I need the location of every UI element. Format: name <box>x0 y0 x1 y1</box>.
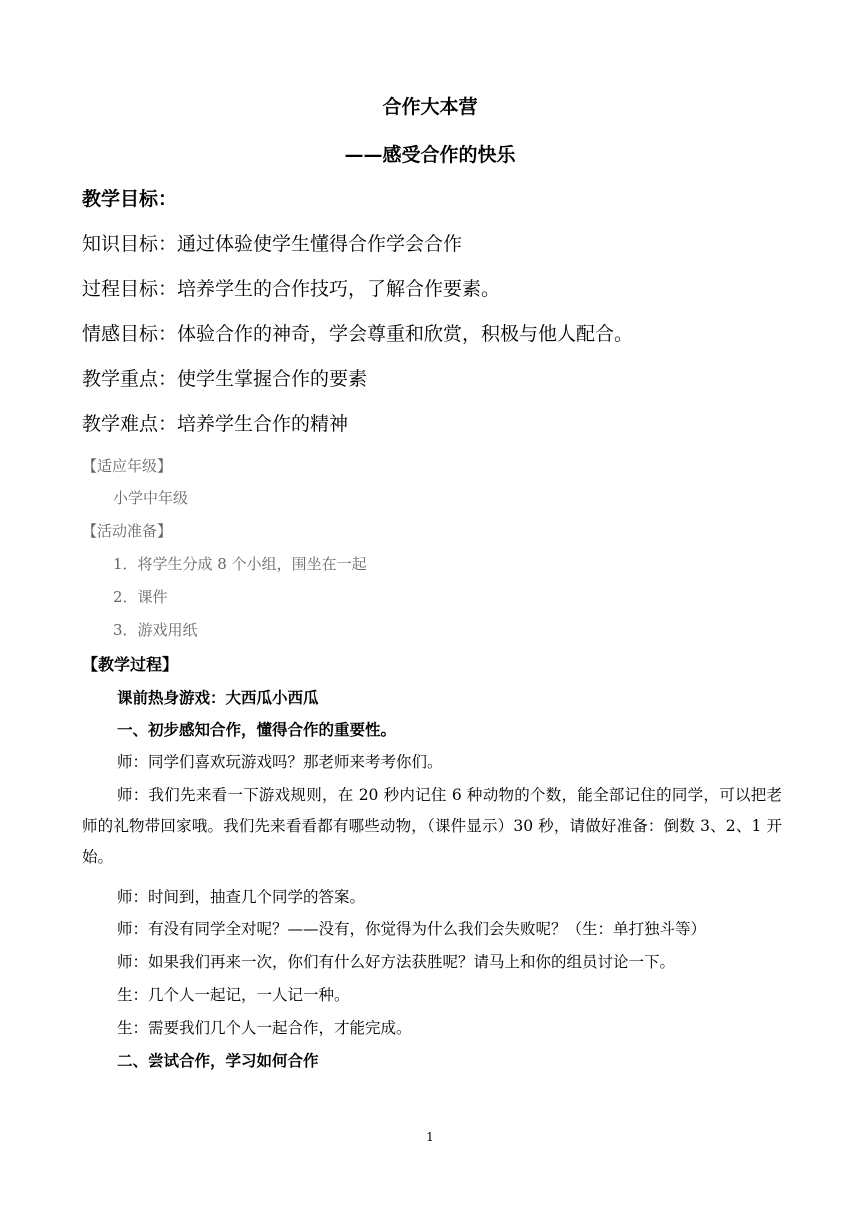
rules-paragraph: 师：我们先来看一下游戏规则，在 20 秒内记住 6 种动物的个数，能全部记住的同学，可以把老师的礼物带回家哦。我们先来看看都有哪些动物，（课件显示）30 秒，请做好准备：倒数 3、2、1 开始。 <box>82 786 782 866</box>
page-number: 1 <box>426 1130 434 1144</box>
goal-process: 过程目标：培养学生的合作技巧，了解合作要素。 <box>82 278 501 300</box>
goals-heading: 教学目标： <box>82 188 178 210</box>
warmup-game: 课前热身游戏：大西瓜小西瓜 <box>117 688 319 707</box>
grade-heading: 【适应年级】 <box>82 457 173 475</box>
dialogue-line: 生：几个人一起记，一人记一种。 <box>117 986 350 1004</box>
goal-knowledge: 知识目标：通过体验使学生懂得合作学会合作 <box>82 233 463 255</box>
section-heading: 一、初步感知合作，懂得合作的重要性。 <box>117 720 397 739</box>
teaching-key-point: 教学重点：使学生掌握合作的要素 <box>82 368 368 390</box>
document-title: 合作大本营 <box>382 96 478 118</box>
document-subtitle: ——感受合作的快乐 <box>344 144 516 166</box>
prep-item: 3．游戏用纸 <box>113 621 198 639</box>
dialogue-line: 师：如果我们再来一次，你们有什么好方法获胜呢？请马上和你的组员讨论一下。 <box>117 953 676 971</box>
prep-item: 2．课件 <box>113 588 168 606</box>
process-heading: 【教学过程】 <box>82 655 179 674</box>
dialogue-line: 生：需要我们几个人一起合作，才能完成。 <box>117 1019 412 1037</box>
prep-heading: 【活动准备】 <box>82 522 173 540</box>
dialogue-line: 师：时间到，抽查几个同学的答案。 <box>117 888 366 906</box>
goal-emotion: 情感目标：体验合作的神奇，学会尊重和欣赏，积极与他人配合。 <box>82 323 634 345</box>
dialogue-line: 师：有没有同学全对呢？——没有，你觉得为什么我们会失败呢？（生：单打独斗等） <box>117 920 707 938</box>
dialogue-line: 师：同学们喜欢玩游戏吗？那老师来考考你们。 <box>117 753 443 771</box>
section-heading: 二、尝试合作，学习如何合作 <box>117 1051 319 1070</box>
teaching-difficulty: 教学难点：培养学生合作的精神 <box>82 413 349 435</box>
grade-value: 小学中年级 <box>113 489 189 507</box>
prep-item: 1．将学生分成 8 个小组，围坐在一起 <box>113 555 367 573</box>
